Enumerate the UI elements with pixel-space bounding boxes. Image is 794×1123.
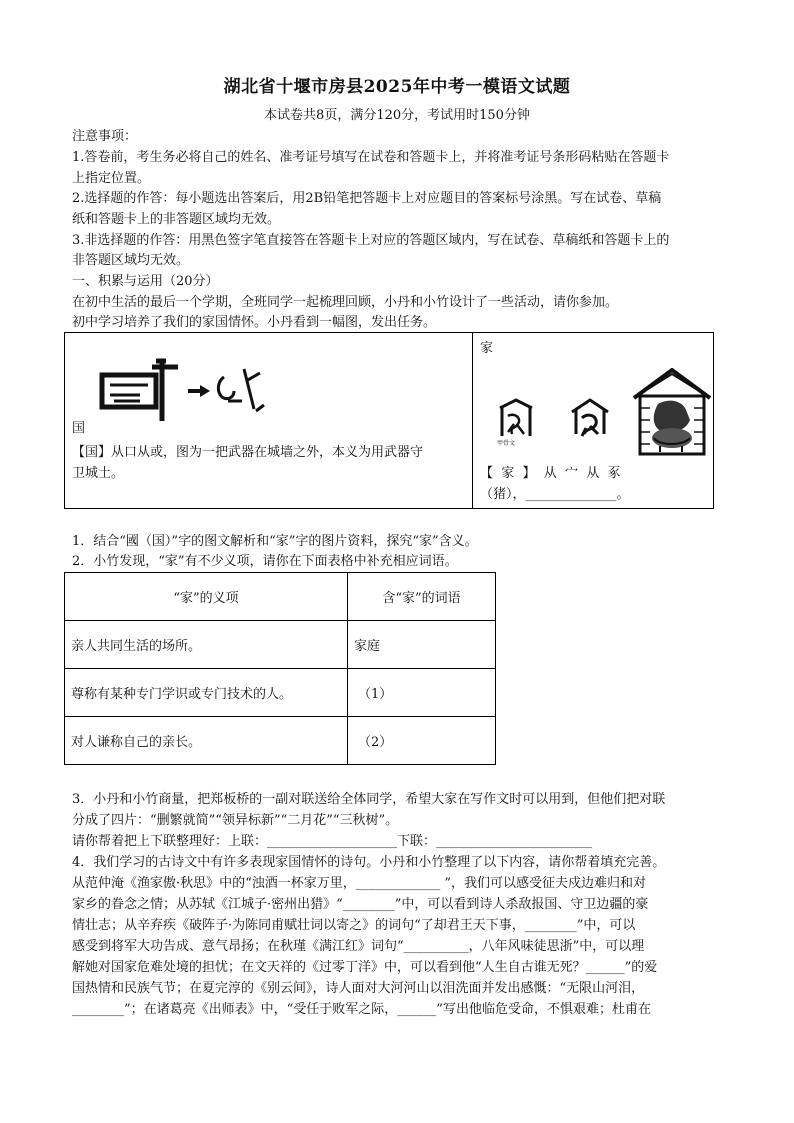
page-title: 湖北省十堰市房县2025年中考一模语文试题: [223, 77, 571, 97]
figure-divider: [472, 332, 473, 509]
table-row: [65, 717, 496, 765]
question-4-line-g: 国热情和民族气节；在夏完淳的《别云间》，诗人面对大河河山以泪洗面并发出感慨：“无限山河泪，: [72, 981, 645, 996]
question-1: 1．结合“國（国）”字的图文解析和“家”字的图片资料，探究“家”含义。: [72, 534, 478, 549]
table-row: [65, 669, 496, 717]
question-4-line-f: 解她对国家危难处境的担忧；在文天祥的《过零丁洋》中，可以看到他“人生自古谁无死？______”的爱: [72, 960, 658, 975]
question-4-line-h: ________”；在诸葛亮《出师表》中，“受任于败军之际，______”写出他临危受命，不惧艰难；杜甫在: [72, 1002, 651, 1017]
page-subtitle: 本试卷共8页，满分120分，考试用时150分钟: [264, 108, 530, 123]
table-cell-meaning: 亲人共同生活的场所。: [65, 621, 348, 669]
note-2-line-b: 纸和答题卡上的非答题区域均无效。: [72, 212, 281, 227]
question-4-line-d: 情壮志；从辛弃疾《破阵子·为陈同甫赋壮词以寄之》的词句“了却君王天下事，________”中，可以: [72, 918, 636, 933]
question-4-line-e: 感受到将军大功告成、意气昂扬；在秋瑾《满江红》词句“__________，八年风味徒思浙”中，可以理: [72, 939, 645, 954]
note-1-line-b: 上指定位置。: [72, 171, 151, 186]
section-1-heading: 一、积累与运用（20分）: [72, 274, 219, 289]
notes-heading: 注意事项：: [72, 129, 138, 144]
question-3-line-a: 3．小丹和小竹商量，把郑板桥的一副对联送给全体同学，希望大家在写作文时可以用到，但他们把对联: [72, 792, 666, 807]
table-header-cell: “家”的义项: [65, 573, 348, 621]
question-2: 2．小竹发现，“家”有不少义项，请你在下面表格中补充相应词语。: [72, 554, 458, 569]
guo-description-line-a: 【国】从口从或，图为一把武器在城墙之外，本义为用武器守: [72, 445, 424, 460]
table-cell-word: （1）: [348, 669, 496, 717]
meanings-table: [64, 572, 496, 765]
jia-bronze-script-image: [566, 396, 614, 440]
question-4-line-a: 4．我们学习的古诗文中有许多表现家国情怀的诗句。小丹和小竹整理了以下内容，请你帮着填充完善。: [72, 855, 666, 870]
house-with-pig-image: [632, 368, 712, 458]
table-cell-word: （2）: [348, 717, 496, 765]
section-1-task: 初中学习培养了我们的家国情怀。小丹看到一幅图，发出任务。: [72, 315, 437, 330]
jia-description-line-b: （猪），______________。: [480, 487, 630, 502]
section-1-intro: 在初中生活的最后一个学期，全班同学一起梳理回顾，小丹和小竹设计了一些活动，请你参加。: [72, 295, 619, 310]
table-header-cell: 含“家”的词语: [348, 573, 496, 621]
note-2-line-a: 2.选择题的作答：每小题选出答案后，用2B铅笔把答题卡上对应题目的答案标号涂黑。写在试卷、草稿: [72, 191, 662, 206]
table-cell-meaning: 尊称有某种专门学识或专门技术的人。: [65, 669, 348, 717]
question-3-line-c: 请你帮着把上下联整理好：上联：____________________下联：________________________: [72, 834, 593, 849]
table-header-row: [65, 573, 496, 621]
jia-description-line-a: 【 家 】 从 宀 从 豖: [480, 466, 621, 481]
oracle-bone-label: 甲骨文: [497, 440, 516, 447]
table-cell-word: 家庭: [348, 621, 496, 669]
table-row: [65, 621, 496, 669]
guo-ancient-script-image: [96, 355, 276, 425]
question-3-line-b: 分成了四片：“删繁就简”“领异标新”“二月花”“三秋树”。: [72, 813, 399, 828]
note-1-line-a: 1.答卷前，考生务必将自己的姓名、准考证号填写在试卷和答题卡上，并将准考证号条形码粘贴在答题卡: [72, 150, 670, 165]
jia-character: 家: [480, 341, 494, 356]
note-3-line-b: 非答题区域均无效。: [72, 253, 190, 268]
question-4-line-c: 家乡的眷念之情；从苏轼《江城子·密州出猎》“________”中，可以看到诗人杀敌报国、守卫边疆的豪: [72, 897, 649, 912]
guo-description-line-b: 卫城土。: [72, 466, 125, 481]
note-3-line-a: 3.非选择题的作答：用黑色签字笔直接答在答题卡上对应的答题区域内，写在试卷、草稿纸和答题卡上的: [72, 233, 670, 248]
guo-character: 国: [72, 421, 86, 436]
question-4-line-b: 从范仲淹《渔家傲·秋思》中的“浊酒一杯家万里，_____________ ”，我们可以感受征夫戍边难归和对: [72, 876, 647, 891]
table-cell-meaning: 对人谦称自己的亲长。: [65, 717, 348, 765]
